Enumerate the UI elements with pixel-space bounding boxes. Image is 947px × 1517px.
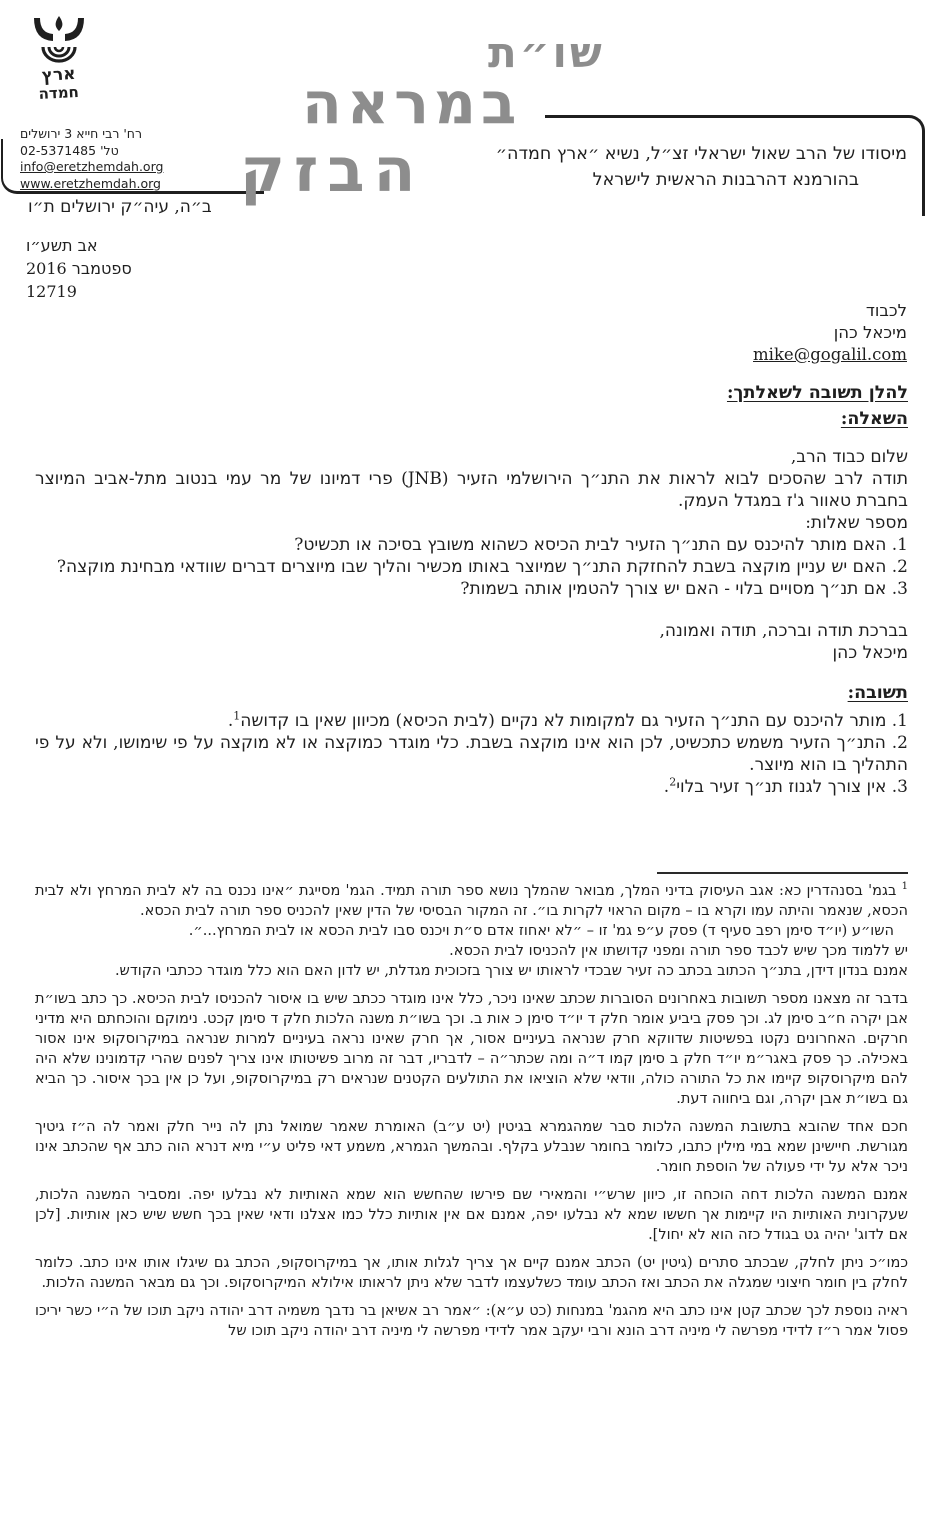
page-title-habazak: הבזק <box>240 135 425 206</box>
footnotes-section <box>35 872 908 1341</box>
question-heading: השאלה: <box>840 409 908 429</box>
logo-text-bottom: חמדה <box>38 82 80 104</box>
logo-text-top: ארץ <box>41 63 77 87</box>
recipient-salutation: לכבוד <box>865 301 907 320</box>
blessing-line: ב״ה, עיה״ק ירושלים ת״ו <box>28 197 212 217</box>
contact-email-link[interactable]: info@eretzhemdah.org <box>20 159 164 174</box>
footnote-marker: 1 <box>901 881 908 893</box>
recipient-block <box>753 300 907 366</box>
question-body: תודה לרב שהסכים לבוא לראות את התנ״ך הירושלמי הזעיר (JNB) פרי דמיונו של מר עמי בנטוב מתל-אביב המיוצר בחברת טאוור ג'ז במגדל העמק. <box>35 469 908 511</box>
reference-number: 12719 <box>26 282 77 301</box>
subtitle-founder: מיסודו של הרב שאול ישראלי זצ״ל, נשיא ״ארץ חמדה״ <box>495 144 907 164</box>
eretz-hemdah-logo-icon <box>26 14 92 114</box>
question-item: 1. האם מותר להיכנס עם התנ״ך הזעיר לבית הכיסא כשהוא משובץ בסיכה או תכשיט? <box>294 535 908 555</box>
contact-bracket-line <box>1 139 264 194</box>
question-item: 3. אם תנ״ך מסויים בלוי - האם יש צורך להטמין אותה בשמות? <box>460 579 908 599</box>
footnote-ref-1: 1 <box>233 709 241 723</box>
answer-heading: תשובה: <box>847 683 908 703</box>
gregorian-date: ספטמבר 2016 <box>26 259 132 278</box>
question-signoff: בברכת תודה וברכה, תודה ואמונה, <box>659 621 908 641</box>
contact-phone: טל' 02-5371485 <box>20 142 119 158</box>
recipient-name: מיכאל כהן <box>833 323 907 342</box>
recipient-email-link[interactable]: mike@gogalil.com <box>753 345 907 364</box>
answer-item: 1. מותר להיכנס עם התנ״ך הזעיר גם למקומות לא נקיים (לבית הכיסא) מכיוון שאין בו קדושה$^1$. <box>227 709 908 731</box>
question-list-label: מספר שאלות: <box>805 513 908 533</box>
footnote-paragraph: כמו״כ ניתן לחלק, שבכתב סתרים (גיטין יט) הכתב אמנם קיים אך צריך לגלות אותו, אך במיקרוסקופ, הכתב גם שיגלו אותו אינו כתב. כלומר לחלק בין חומר חיצוני שמגלה את הכתב ואז הכתב עומד כשלעצמו לדבר שלא ניתן לראותו אילולא המיקרוסקופ. וכך גם מבאר המשנה הלכות. <box>35 1255 908 1291</box>
footnote-paragraph: אמנם המשנה הלכות דחה הוכחה זו, כיוון שרש״י והמאירי שם פירשו שהחשש הוא שמא האותיות לא נבלעו יפה. ומסביר המשנה הלכות, שעקרונית האותיות היו קיימות אך חששו שמא לא נבלעו יפה, אמנם אם אין אותיות כלל כמו אצלנו ודאי שאין בכך חשש שיש כאן אותיות. [לכן אם לדוג' יהיה גט בגודל כזה הוא לא יחול]. <box>35 1187 908 1243</box>
footnote-paragraph: בדבר זה מצאנו מספר תשובות באחרונים הסוברות שכתב שאינו ניכר, כלל אינו מוגדר ככתב שיש בו איסור להכניסו לבית הכיסא. כך כתב בשו״ת אבן יקרה ח״ב סימן לג. וכך פסק ביביע אומר חלק ד יו״ד סימן כ אות ב. וכך בשו״ת משנה הלכות חלק ד סימן קכט. נימוקם והוכחתם היא מדיני חרקים. האחרונים נקטו בפשיטות שדווקא חרק שנראה בעיניים אסור, אך חרק שאינו נראה בעיניים למרות שנראה במיקרוסקופ אינו אסור באכילה. כך פסק באגר״מ יו״ד חלק ב סימן קמו ד״ה ומה שכתר״ה – לדבריו, דבר זה מרוב פשיטותו אינו צריך לפנים שהרי קדמונינו שלא היה להם מיקרוסקופ קיימו את כל התורה כולה, וודאי שלא הוציאו את התולעים הקטנים שנראים רק במיקרוסקופ, ועל כן אין בכך איסור. כך הביא גם בשו״ת אבן יקרה, וגם ביחווה דעת. <box>35 991 908 1107</box>
question-signer: מיכאל כהן <box>832 643 908 663</box>
footnote-separator <box>657 872 908 874</box>
hebrew-date: אב תשע״ו <box>26 236 98 255</box>
footnote-paragraph: חכם אחד שהובא בתשובת המשנה הלכות סבר שמהגמרא בגיטין (יט ע״ב) האומרת שאמר שמואל נתן לה נייר חלק ואמר לה ה״ז גיטיך מגורשת. חיישינן שמא במי מילין כתבו, כלומר בחומר שנבלע בקלף. ובהמשך הגמרא, משמע דאי פליט ע״י מיא דנרא הוה כתב אף שהכתב אינו ניכר אלא על ידי פעולה של הוספת חומר. <box>35 1119 908 1175</box>
answer-item: 2. התנ״ך הזעיר משמש כתכשיט, לכן הוא אינו מוקצה בשבת. כלי מוגדר כמוקצה או לא מוקצה על פי שימושו, ולא על פי התהליך בו הוא מיוצר. <box>35 733 908 775</box>
question-greeting: שלום כבוד הרב, <box>790 447 908 467</box>
page-title-shut: שו״ת <box>488 28 605 77</box>
question-item: 2. האם יש עניין מוקצה בשבת להחזקת התנ״ך שמיוצר באותו מכשיר והליך שבו מיוצרים דברים שוודאי מבחינת מוקצה? <box>56 557 908 577</box>
footnote-paragraph: $^1$ בגמ' בסנהדרין כא: אגב העיסוק בדיני המלך, מבואר שהמלך נושא ספר תורה תמיד. הגמ' מסייגת ״אינו נכנס בה לא לבית המרחץ ולא לבית הכסא, שנאמר והיתה עמו וקרא בו – מקום הראוי לקרות בו״. זה המקור הבסיסי של הדין שאין להכניס ספר תורה לבית הכסא. <box>35 881 908 919</box>
footnote-ref-2: 2 <box>669 775 677 789</box>
footnote-paragraph: ראיה נוספת לכך שכתב קטן אינו כתב היא מהגמ' במנחות (כט ע״א): ״אמר רב אשיאן בר נדבך משמיה דרב יהודה ניקב תוכו של ה״י כשר יריכו פסול אמר ר״ז לדידי מפרשה לי מיניה דרב הונא ורבי יעקב אמר לדידי מפרשה לי מיניה דרב יהודה ניקב תוכו של <box>35 1303 908 1339</box>
contact-address: רח' רבי חייא 3 ירושלים <box>20 126 143 141</box>
answer-item: 3. אין צורך לגנוז תנ״ך זעיר בלוי$^2$. <box>663 775 908 797</box>
subtitle-authorization: בהורמנא דהרבנות הראשית לישראל <box>592 170 859 190</box>
footnote-paragraph: אמנם בנדון דידן, בתנ״ך הכתוב בכתב כה זעיר שבכדי לראותו יש צורך בזכוכית מגדלת, יש לדון האם הוא כלל מוגדר ככתבי הקודש. <box>114 963 908 979</box>
footnote-paragraph: יש ללמוד מכך שיש לכבד ספר תורה ומפני קדושתו אין להכניסו לבית הכסא. <box>449 943 908 959</box>
contact-website-link[interactable]: www.eretzhemdah.org <box>20 175 161 191</box>
intro-heading: להלן תשובה לשאלתך: <box>726 383 908 403</box>
page-title-bemareh: במראה <box>302 69 522 137</box>
footnote-paragraph: השו״ע (יו״ד סימן רפב סעיף ד) פסק ע״פ גמ' זו – ״לא יאחוז אדם ס״ת ויכנס סבו לבית הכסא או לבית המרחץ...״. <box>188 923 894 939</box>
header-corner-rule <box>545 115 925 216</box>
date-block <box>26 234 132 303</box>
letter-body <box>35 382 908 798</box>
